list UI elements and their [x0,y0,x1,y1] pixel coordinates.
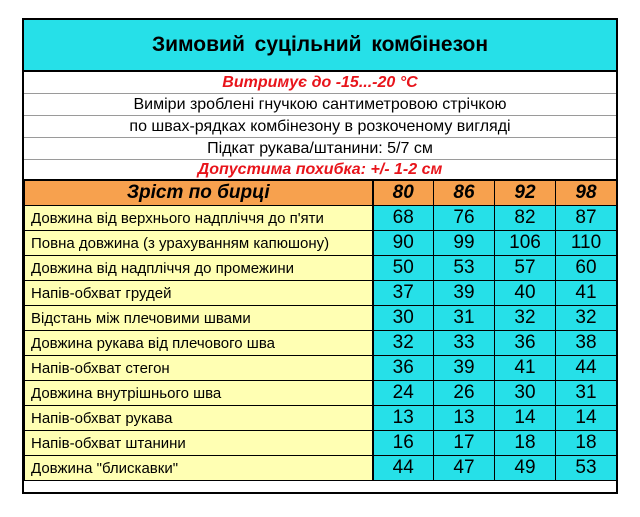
value-cell-size-86: 47 [434,456,495,481]
header-size-80: 80 [373,181,434,206]
table-row [25,431,617,456]
value-cell-size-98: 31 [556,381,617,406]
table-row [25,331,617,356]
value-cell-size-80: 13 [373,406,434,431]
value-cell-size-86: 31 [434,306,495,331]
value-cell-size-80: 90 [373,231,434,256]
value-cell-size-86: 26 [434,381,495,406]
size-chart [22,18,618,494]
table-row [25,381,617,406]
value-cell-size-98: 44 [556,356,617,381]
value-cell-size-86: 13 [434,406,495,431]
value-cell-size-86: 33 [434,331,495,356]
value-cell-size-80: 44 [373,456,434,481]
value-cell-size-98: 87 [556,206,617,231]
value-cell-size-80: 68 [373,206,434,231]
value-cell-size-98: 38 [556,331,617,356]
temperature-note: Витримує до -15...-20 °C [24,72,616,94]
value-cell-size-92: 30 [495,381,556,406]
value-cell-size-98: 41 [556,281,617,306]
measure-note-line2: по швах-рядках комбінезону в розкоченому вигляді [24,116,616,138]
table-row [25,356,617,381]
value-cell-size-80: 24 [373,381,434,406]
measurements-table [24,180,617,481]
value-cell-size-98: 60 [556,256,617,281]
value-cell-size-92: 82 [495,206,556,231]
header-label: Зріст по бирці [25,181,373,206]
table-header-row [25,181,617,206]
value-cell-size-98: 14 [556,406,617,431]
value-cell-size-86: 17 [434,431,495,456]
value-cell-size-98: 110 [556,231,617,256]
cuff-note: Підкат рукава/штанини: 5/7 см [24,138,616,160]
value-cell-size-80: 16 [373,431,434,456]
row-label: Повна довжина (з урахуванням капюшону) [25,231,373,256]
header-size-98: 98 [556,181,617,206]
value-cell-size-98: 18 [556,431,617,456]
value-cell-size-86: 76 [434,206,495,231]
value-cell-size-92: 57 [495,256,556,281]
value-cell-size-86: 39 [434,356,495,381]
row-label: Довжина внутрішнього шва [25,381,373,406]
row-label: Напів-обхват грудей [25,281,373,306]
table-row [25,256,617,281]
row-label: Довжина від верхнього надпліччя до п'яти [25,206,373,231]
row-label: Напів-обхват штанини [25,431,373,456]
value-cell-size-92: 36 [495,331,556,356]
value-cell-size-92: 49 [495,456,556,481]
chart-title: Зимовий суцільний комбінезон [24,20,616,72]
value-cell-size-86: 53 [434,256,495,281]
row-label: Напів-обхват стегон [25,356,373,381]
table-row [25,231,617,256]
table-row [25,406,617,431]
value-cell-size-80: 37 [373,281,434,306]
table-row [25,206,617,231]
table-row [25,306,617,331]
tolerance-note: Допустима похибка: +/- 1-2 см [24,160,616,181]
value-cell-size-98: 32 [556,306,617,331]
table-row [25,456,617,481]
value-cell-size-92: 14 [495,406,556,431]
row-label: Довжина від надпліччя до промежини [25,256,373,281]
row-label: Відстань між плечовими швами [25,306,373,331]
value-cell-size-80: 30 [373,306,434,331]
header-size-92: 92 [495,181,556,206]
value-cell-size-80: 32 [373,331,434,356]
value-cell-size-86: 99 [434,231,495,256]
value-cell-size-92: 41 [495,356,556,381]
value-cell-size-92: 106 [495,231,556,256]
value-cell-size-86: 39 [434,281,495,306]
value-cell-size-80: 50 [373,256,434,281]
value-cell-size-92: 18 [495,431,556,456]
value-cell-size-92: 40 [495,281,556,306]
measure-note-line1: Виміри зроблені гнучкою сантиметровою стрічкою [24,94,616,116]
value-cell-size-98: 53 [556,456,617,481]
value-cell-size-92: 32 [495,306,556,331]
header-size-86: 86 [434,181,495,206]
value-cell-size-80: 36 [373,356,434,381]
row-label: Довжина рукава від плечового шва [25,331,373,356]
table-row [25,281,617,306]
row-label: Довжина "блискавки" [25,456,373,481]
row-label: Напів-обхват рукава [25,406,373,431]
